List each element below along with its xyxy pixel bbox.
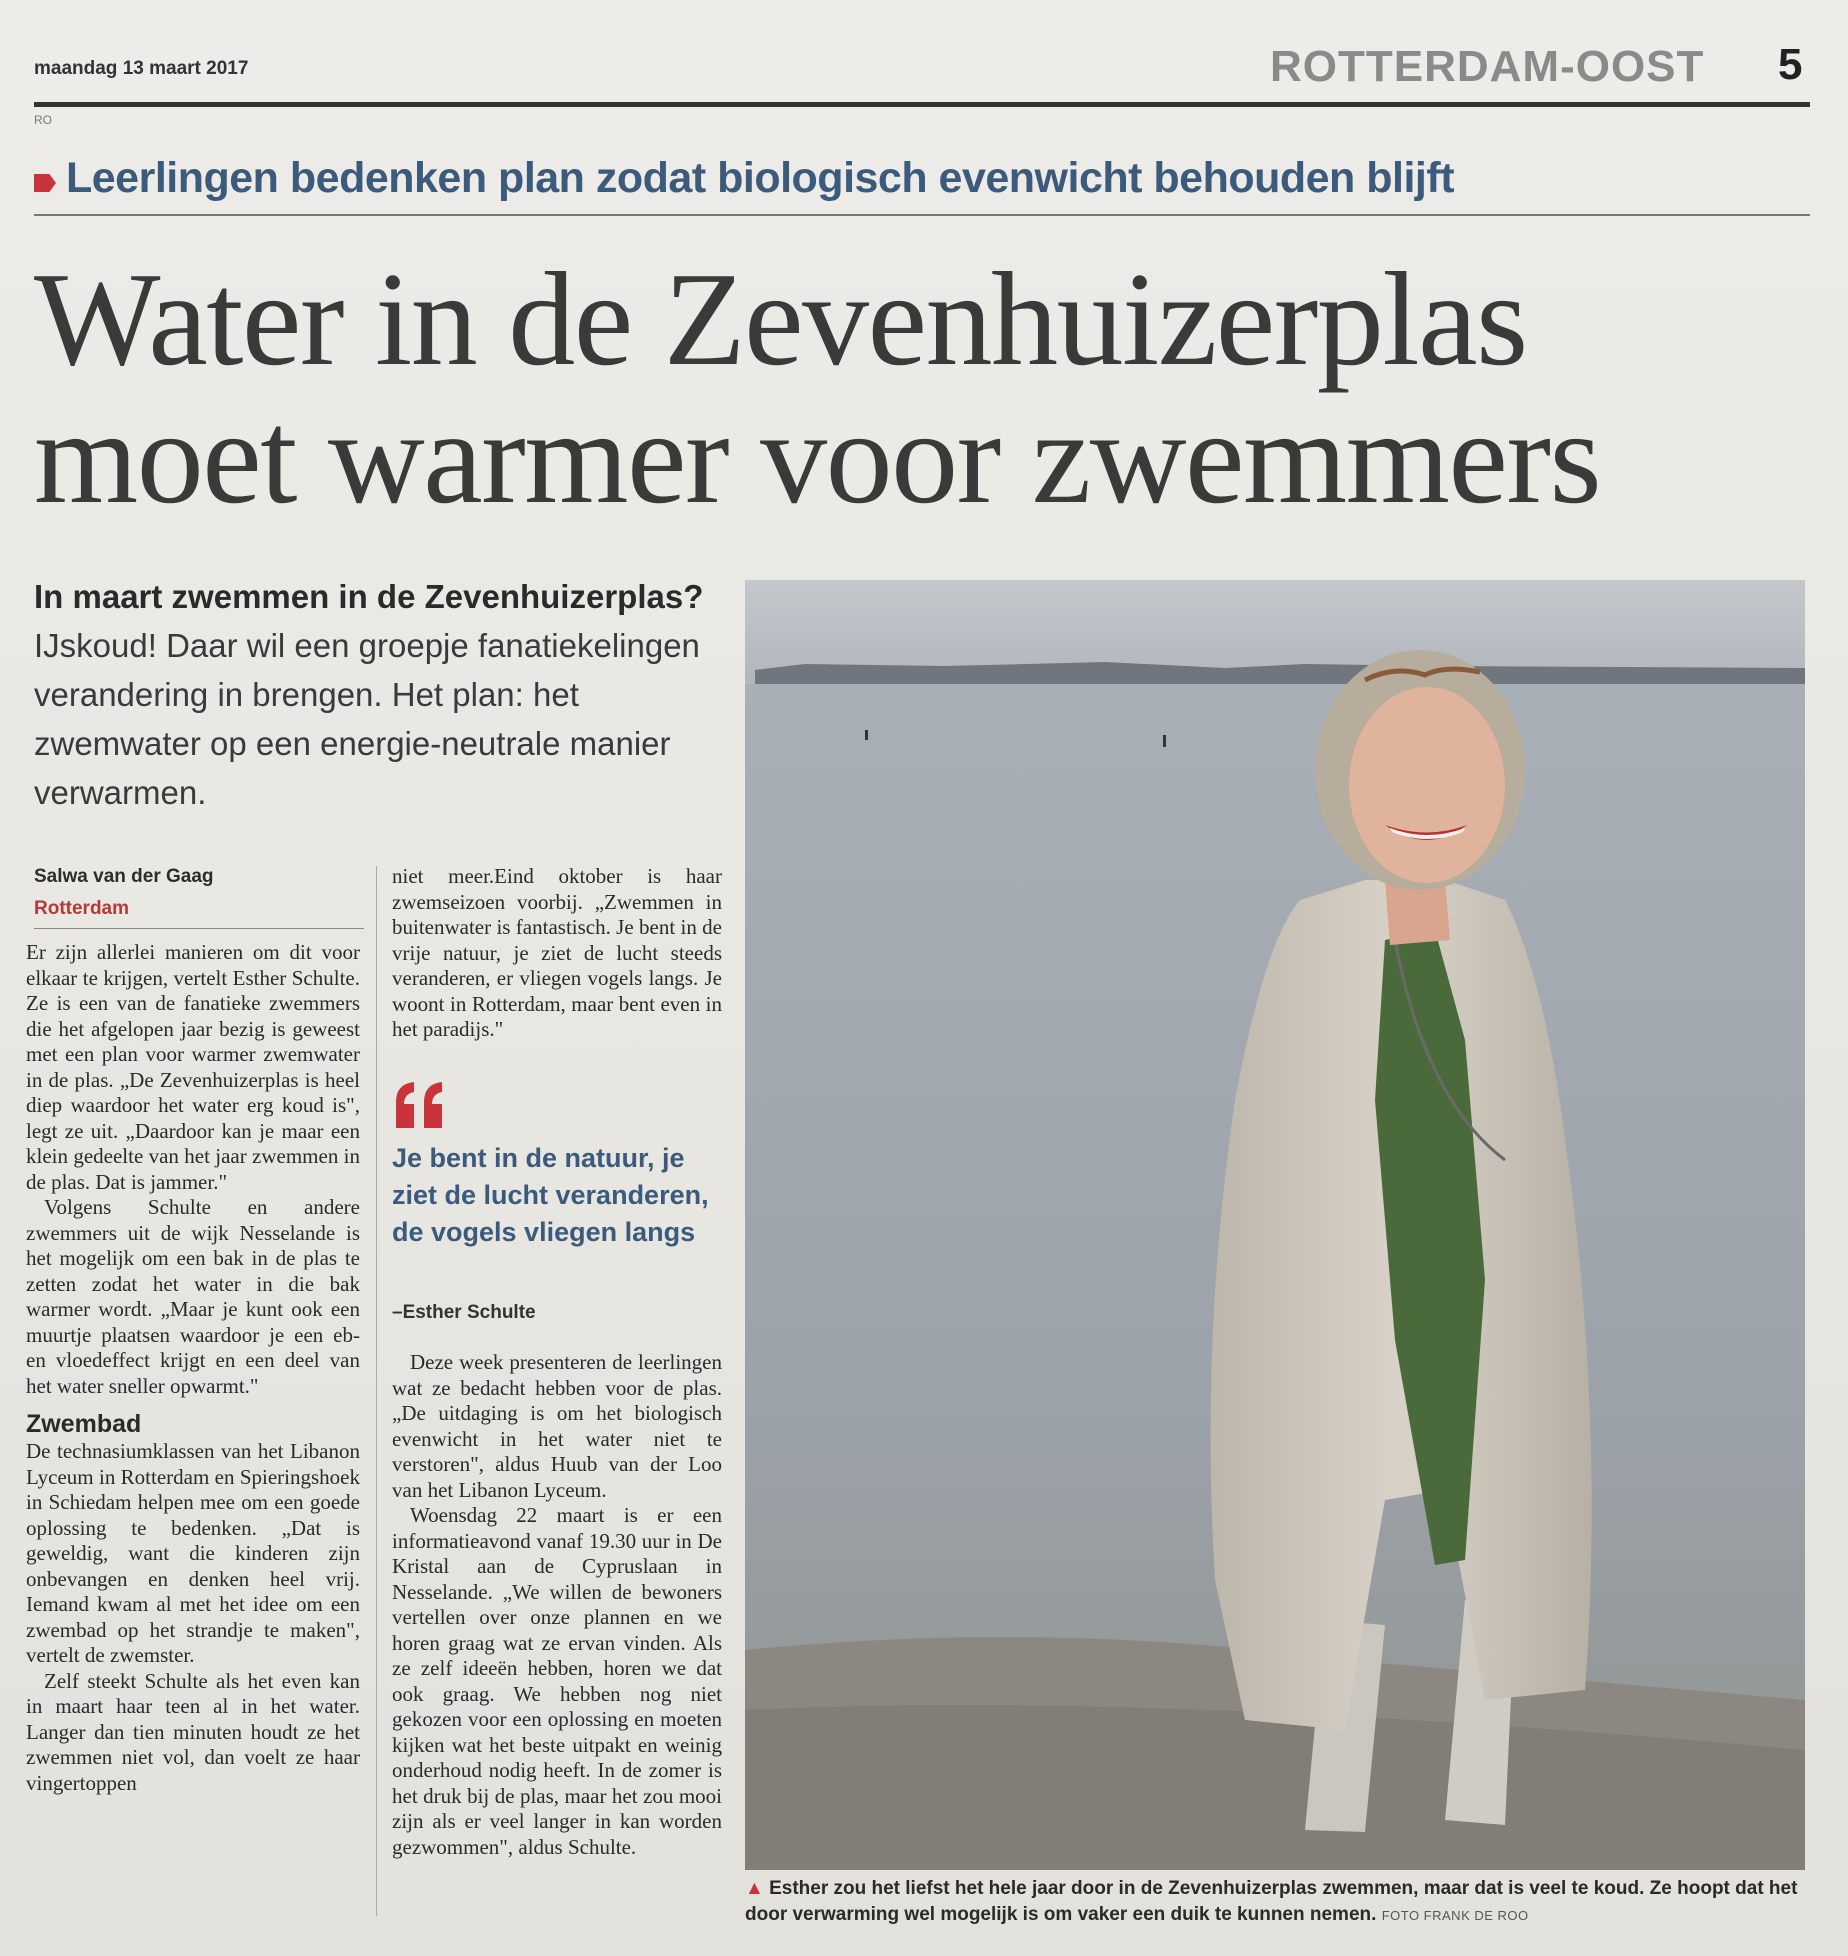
photo-woman-at-lake <box>745 580 1805 1870</box>
kicker-arrow-icon <box>34 174 56 192</box>
caption-text: Esther zou het liefst het hele jaar door in de Zevenhuizerplas zwemmen, maar dat is veel te koud. Ze hoopt dat het door verwarming wel mogelijk is om vaker een duik te kunnen nemen. <box>745 1878 1798 1925</box>
intro <box>34 572 734 817</box>
pull-quote-source: –Esther Schulte <box>392 1302 536 1323</box>
byline-author: Salwa van der Gaag <box>34 866 214 887</box>
article-column-2-top <box>392 864 722 1043</box>
paragraph: Zelf steekt Schulte als het even kan in maart haar teen al in het water. Langer dan tien minuten houdt ze het zwemmen niet vol, dan voelt ze haar vingertoppen <box>26 1668 360 1795</box>
byline-rule <box>34 928 364 929</box>
intro-bold: In maart zwemmen in de Zevenhuizerplas? <box>34 578 704 615</box>
kicker-rule <box>34 214 1810 216</box>
photo-credit: FOTO FRANK DE ROO <box>1381 1908 1529 1923</box>
headline-line-2: moet warmer voor zwemmers <box>34 383 1601 531</box>
headline <box>34 245 1824 531</box>
quote-mark-icon <box>392 1080 448 1130</box>
paragraph: Woensdag 22 maart is er een informatieavond vanaf 19.30 uur in De Kristal aan de Cypruslaan in Nesselande. „We willen de bewoners vertellen over onze plannen en we horen graag wat ze ervan vinden. Als ze zelf ideeën hebben, horen we dat ook graag. We hebben nog niet gekozen voor een oplossing en moeten kijken wat het beste uitpakt en weinig onderhoud nodig heeft. In de zomer is het druk bij de plas, maar het zou mooi zijn als er veel langer in kan worden gezwommen", aldus Schulte. <box>392 1503 722 1859</box>
section-code: RO <box>34 113 52 127</box>
paragraph: niet meer.Eind oktober is haar zwemseizoen voorbij. „Zwemmen in buitenwater is fantastisch. Je bent in de vrije natuur, je ziet de lucht steeds veranderen, er vliegen vogels langs. Je woont in Rotterdam, maar bent even in het paradijs." <box>392 864 722 1041</box>
subhead: Zwembad <box>26 1410 142 1438</box>
column-divider <box>376 866 377 1916</box>
masthead-section: ROTTERDAM-OOST <box>1270 42 1705 91</box>
headline-line-1: Water in de Zevenhuizerplas <box>34 245 1527 393</box>
caption-triangle-icon: ▲ <box>745 1878 770 1899</box>
intro-rest: IJskoud! Daar wil een groepje fanatiekelingen verandering in brengen. Het plan: het zwemwater op een energie-neutrale manier verwarmen. <box>34 627 700 811</box>
masthead-date: maandag 13 maart 2017 <box>34 58 249 79</box>
photo-caption <box>745 1876 1805 1929</box>
paragraph: Deze week presenteren de leerlingen wat ze bedacht hebben voor de plas. „De uitdaging is om het biologisch evenwicht in het water niet te verstoren", aldus Huub van der Loo van het Libanon Lyceum. <box>392 1350 722 1502</box>
paragraph: Volgens Schulte en andere zwemmers uit de wijk Nesselande is het mogelijk om een bak in de plas te zetten zodat het water in die bak warmer wordt. „Maar je kunt ook een muurtje plaatsen waardoor je een eb- en vloedeffect krijgt en een deel van het water sneller opwarmt." <box>26 1195 360 1398</box>
article-column-2-bottom <box>392 1350 722 1860</box>
kicker: Leerlingen bedenken plan zodat biologisch evenwicht behouden blijft <box>66 154 1455 202</box>
article-column-1 <box>26 940 360 1796</box>
paragraph: Er zijn allerlei manieren om dit voor elkaar te krijgen, vertelt Esther Schulte. Ze is een van de fanatieke zwemmers die het afgelopen jaar bezig is geweest met een plan voor warmer zwemwater in de plas. „De Zevenhuizerplas is heel diep waardoor het water erg koud is", legt ze uit. „Daardoor kan je maar een klein gedeelte van het jaar zwemmen in de plas. Dat is jammer." <box>26 940 360 1194</box>
byline-location: Rotterdam <box>34 898 130 919</box>
pull-quote: Je bent in de natuur, je ziet de lucht veranderen, de vogels vliegen langs <box>392 1143 709 1247</box>
paragraph: De technasiumklassen van het Libanon Lyceum in Rotterdam en Spieringshoek in Schiedam helpen mee om een goede oplossing te bedenken. „Dat is geweldig, want die kinderen zijn onbevangen en denken heel vrij. Iemand kwam al met het idee om een zwembad op het strandje te maken", vertelt de zwemster. <box>26 1439 360 1667</box>
masthead-rule <box>34 102 1810 107</box>
page-number: 5 <box>1778 40 1803 89</box>
